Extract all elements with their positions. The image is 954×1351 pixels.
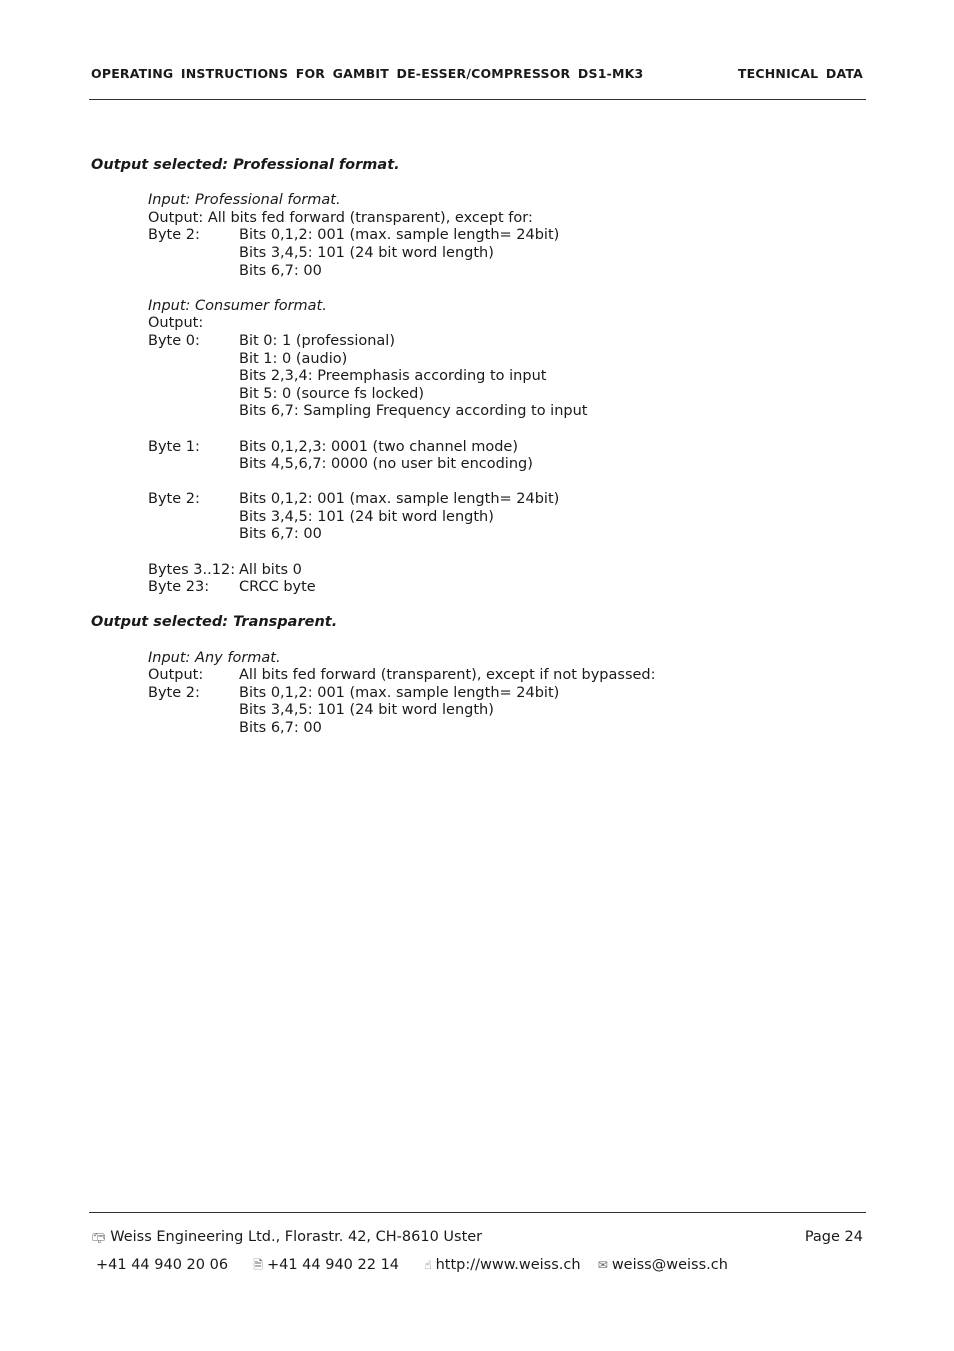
output-line: Output: (148, 315, 204, 332)
section-title-transparent: Output selected: Transparent. (91, 614, 338, 631)
byte-value: Bits 2,3,4: Preemphasis according to input (239, 368, 547, 385)
byte-label: Byte 2: (148, 491, 200, 508)
byte-label: Byte 0: (148, 332, 200, 349)
byte-value: Bits 0,1,2: 001 (max. sample length= 24bit) (239, 227, 560, 244)
footer-contacts (96, 1256, 728, 1277)
byte-label: Bytes 3..12: (148, 561, 236, 578)
byte-value: CRCC byte (239, 579, 316, 596)
header-divider (89, 99, 866, 100)
byte-value: Bits 0,1,2: 001 (max. sample length= 24bit) (239, 491, 560, 508)
byte-value: Bits 3,4,5: 101 (24 bit word length) (239, 702, 494, 719)
mailbox-icon: 📪︎ (91, 1230, 107, 1244)
byte-value: Bits 6,7: 00 (239, 526, 322, 543)
envelope-icon: ✉ (597, 1258, 608, 1272)
input-heading: Input: Consumer format. (148, 297, 327, 314)
fax-icon: 🗎 (253, 1258, 263, 1272)
output-label: Output: (148, 667, 204, 684)
byte-value: Bits 4,5,6,7: 0000 (no user bit encoding) (239, 456, 533, 473)
document-title: OPERATING INSTRUCTIONS FOR GAMBIT DE-ESSER/COMPRESSOR DS1-MK3 (91, 66, 644, 81)
byte-value: Bits 0,1,2,3: 0001 (two channel mode) (239, 438, 519, 455)
web-link[interactable]: http://www.weiss.ch (435, 1257, 581, 1273)
byte-value: All bits 0 (239, 561, 302, 578)
footer-divider (89, 1212, 866, 1213)
output-value: All bits fed forward (transparent), except if not bypassed: (239, 667, 656, 684)
byte-label: Byte 23: (148, 579, 210, 596)
byte-value: Bit 5: 0 (source fs locked) (239, 385, 425, 402)
main-content (91, 157, 871, 738)
byte-label: Byte 2: (148, 684, 200, 701)
byte-value: Bits 0,1,2: 001 (max. sample length= 24bit) (239, 684, 560, 701)
section-title-professional: Output selected: Professional format. (91, 157, 400, 173)
byte-label: Byte 1: (148, 438, 200, 455)
output-line: Output: All bits fed forward (transparent), except for: (148, 209, 533, 226)
byte-value: Bit 1: 0 (audio) (239, 350, 348, 367)
fax-text: +41 44 940 22 14 (266, 1257, 400, 1273)
byte-value: Bits 3,4,5: 101 (24 bit word length) (239, 244, 494, 261)
section-name: TECHNICAL DATA (737, 66, 863, 81)
byte-value: Bits 3,4,5: 101 (24 bit word length) (239, 508, 494, 525)
pointing-hand-icon: ☝ (424, 1258, 432, 1272)
page-number: Page 24 (804, 1229, 863, 1245)
footer-address (91, 1229, 482, 1245)
byte-value: Bit 0: 1 (professional) (239, 332, 395, 349)
input-heading: Input: Professional format. (148, 192, 341, 209)
input-any-block (148, 650, 871, 738)
address-text: Weiss Engineering Ltd., Florastr. 42, CH-8610 Uster (110, 1229, 483, 1245)
email-link[interactable]: weiss@weiss.ch (611, 1257, 728, 1273)
byte-value: Bits 6,7: 00 (239, 720, 322, 736)
input-professional-block (148, 192, 871, 280)
input-consumer-block (148, 298, 871, 597)
phone-text: +41 44 940 20 06 (96, 1257, 229, 1273)
input-heading: Input: Any format. (148, 649, 281, 666)
byte-value: Bits 6,7: Sampling Frequency according to input (239, 403, 588, 420)
byte-label: Byte 2: (148, 227, 200, 244)
byte-value: Bits 6,7: 00 (239, 262, 322, 279)
